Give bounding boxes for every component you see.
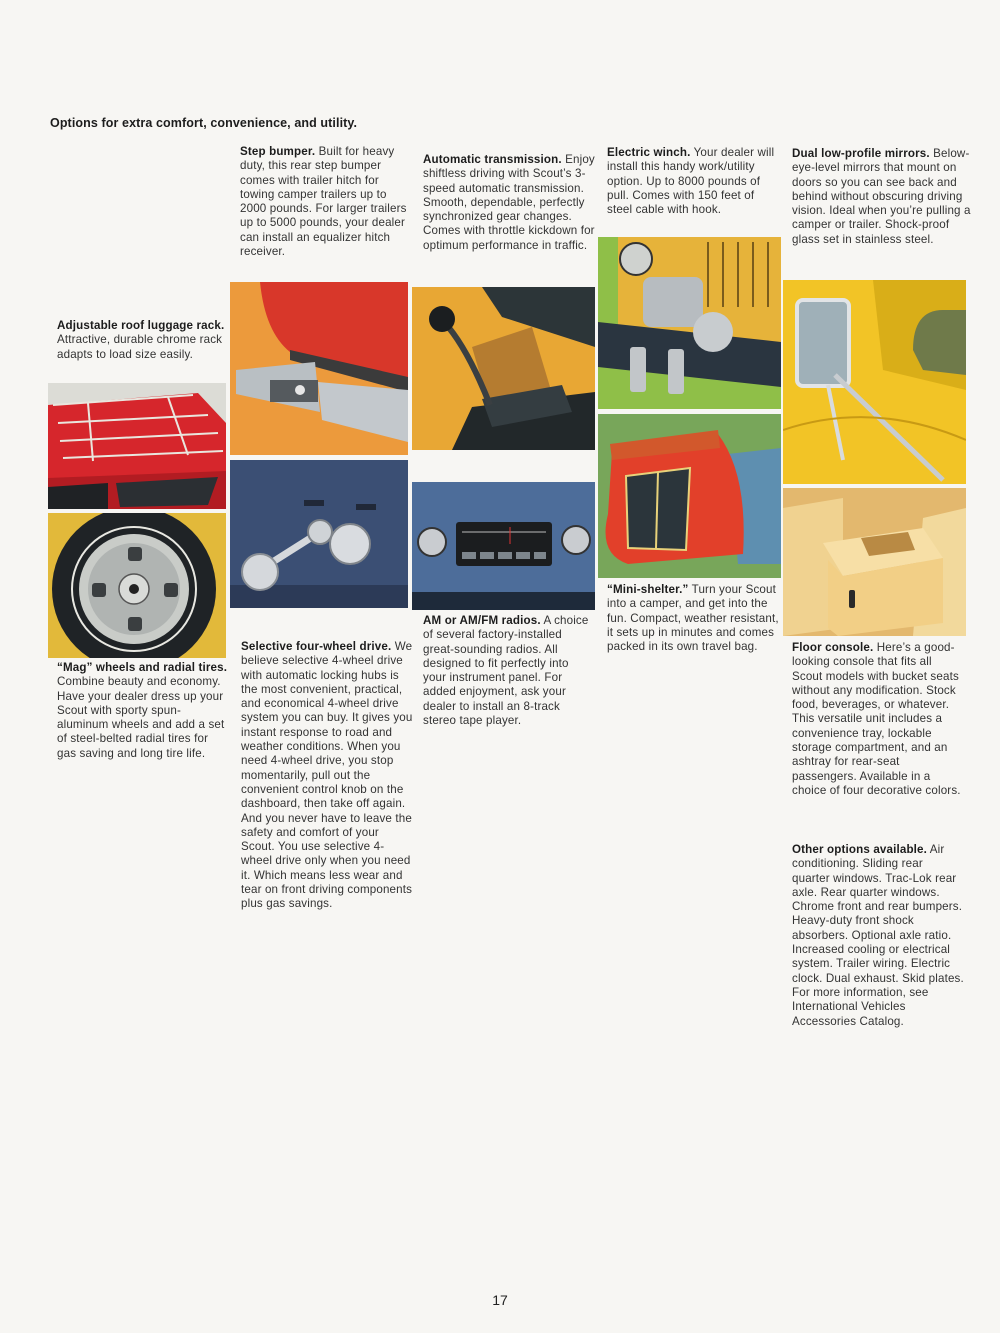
mini-shelter-body: Turn your Scout into a camper, and get into the fun. Compact, weather resistant, it sets up in minutes and comes packed in its own travel bag.	[607, 583, 779, 654]
roof-rack-title: Adjustable roof luggage rack.	[57, 319, 225, 332]
mirrors-title: Dual low-profile mirrors.	[792, 147, 930, 160]
floor-console-text	[792, 641, 964, 798]
other-options-text	[792, 843, 964, 1029]
four-wheel-drive-image	[230, 460, 408, 608]
mirror-image	[783, 280, 966, 484]
mirrors-body: Below-eye-level mirrors that mount on doors so you can see back and behind without obscuring driving vision. Ideal when you’re pulling a camper or trailer. Shock-proof glass set in stainless steel.	[792, 147, 971, 246]
electric-winch-text	[607, 146, 782, 217]
step-bumper-illustration-icon	[230, 282, 408, 455]
auto-transmission-image	[412, 287, 595, 450]
roof-rack-illustration-icon	[48, 383, 226, 509]
floor-console-title: Floor console.	[792, 641, 874, 654]
step-bumper-image	[230, 282, 408, 455]
other-options-body: Air conditioning. Sliding rear quarter windows. Trac-Lok rear axle. Rear quarter windows. Chrome front and rear bumpers. Heavy-duty front shock absorbers. Optional axle ratio. Increased cooling or electrical system. Trailer wiring. Electric clock. Dual exhaust. Skid plates. For more information, see International Vehicles Accessories Catalog.	[792, 843, 964, 1028]
mag-wheels-title: “Mag” wheels and radial tires.	[57, 661, 228, 674]
mag-wheels-text	[57, 661, 229, 761]
console-illustration-icon	[783, 488, 966, 636]
other-options-title: Other options available.	[792, 843, 928, 856]
tent-illustration-icon	[598, 414, 781, 578]
radios-title: AM or AM/FM radios.	[423, 614, 541, 627]
roof-rack-text	[57, 319, 227, 362]
mag-wheel-image	[48, 513, 226, 658]
mini-shelter-title: “Mini-shelter.”	[607, 583, 689, 596]
mag-wheels-body: Combine beauty and economy. Have your dealer dress up your Scout with sporty spun-aluminum wheels and add a set of steel-belted radial tires for gas saving and long tire life.	[57, 675, 225, 760]
electric-winch-body: Your dealer will install this handy work/utility option. Up to 8000 pounds of pull. Comes with 150 feet of steel cable with hook.	[607, 146, 775, 217]
gear-shifter-illustration-icon	[412, 287, 595, 450]
winch-illustration-icon	[598, 237, 781, 409]
page-heading: Options for extra comfort, convenience, and utility.	[50, 116, 358, 130]
electric-winch-title: Electric winch.	[607, 146, 691, 159]
mirror-illustration-icon	[783, 280, 966, 484]
radio-image	[412, 482, 595, 610]
four-wheel-drive-text	[241, 640, 413, 912]
roof-rack-image	[48, 383, 226, 509]
radios-body: A choice of several factory-installed great-sounding radios. All designed to fit perfectly into your instrument panel. For added enjoyment, ask your dealer to install an 8-track stereo tape player.	[423, 614, 589, 728]
page-number: 17	[492, 1292, 508, 1308]
four-wheel-drive-body: We believe selective 4-wheel drive with automatic locking hubs is the most convenient, practical, and economical 4-wheel drive system you can buy. It gives you instant response to road and weather conditions. When you need 4-wheel drive, you stop momentarily, pull out the convenient control knob on the dashboard, then take off again. And you never have to leave the safety and comfort of your Scout. You use selective 4-wheel drive only when you need it. Which means less wear and tear on front driving components plus gas savings.	[241, 640, 413, 911]
step-bumper-title: Step bumper.	[240, 145, 316, 158]
radio-illustration-icon	[412, 482, 595, 610]
floor-console-body: Here’s a good-looking console that fits all Scout models with bucket seats without any modification. Stock food, beverages, or whatever. This versatile unit includes a convenience tray, lockable storage compartment, and an ashtray for rear-seat passengers. Available in a choice of four decorative colors.	[792, 641, 961, 797]
control-knob-illustration-icon	[230, 460, 408, 608]
floor-console-image	[783, 488, 966, 636]
auto-transmission-title: Automatic transmission.	[423, 153, 562, 166]
mini-shelter-text	[607, 583, 782, 654]
four-wheel-drive-title: Selective four-wheel drive.	[241, 640, 392, 653]
mini-shelter-image	[598, 414, 781, 578]
mag-wheel-illustration-icon	[48, 513, 226, 658]
step-bumper-body: Built for heavy duty, this rear step bumper comes with trailer hitch for towing camper trailers up to 2000 pounds. For larger trailers up to 5000 pounds, your dealer can install an equalizer hitch receiver.	[240, 145, 407, 259]
auto-transmission-text	[423, 153, 595, 253]
mirrors-text	[792, 147, 972, 247]
electric-winch-image	[598, 237, 781, 409]
radios-text	[423, 614, 595, 728]
roof-rack-body: Attractive, durable chrome rack adapts to load size easily.	[57, 333, 223, 361]
step-bumper-text	[240, 145, 415, 259]
auto-transmission-body: Enjoy shiftless driving with Scout’s 3-speed automatic transmission. Smooth, dependable, perfectly synchronized gear changes. Comes with throttle kickdown for optimum performance in traffic.	[423, 153, 595, 252]
